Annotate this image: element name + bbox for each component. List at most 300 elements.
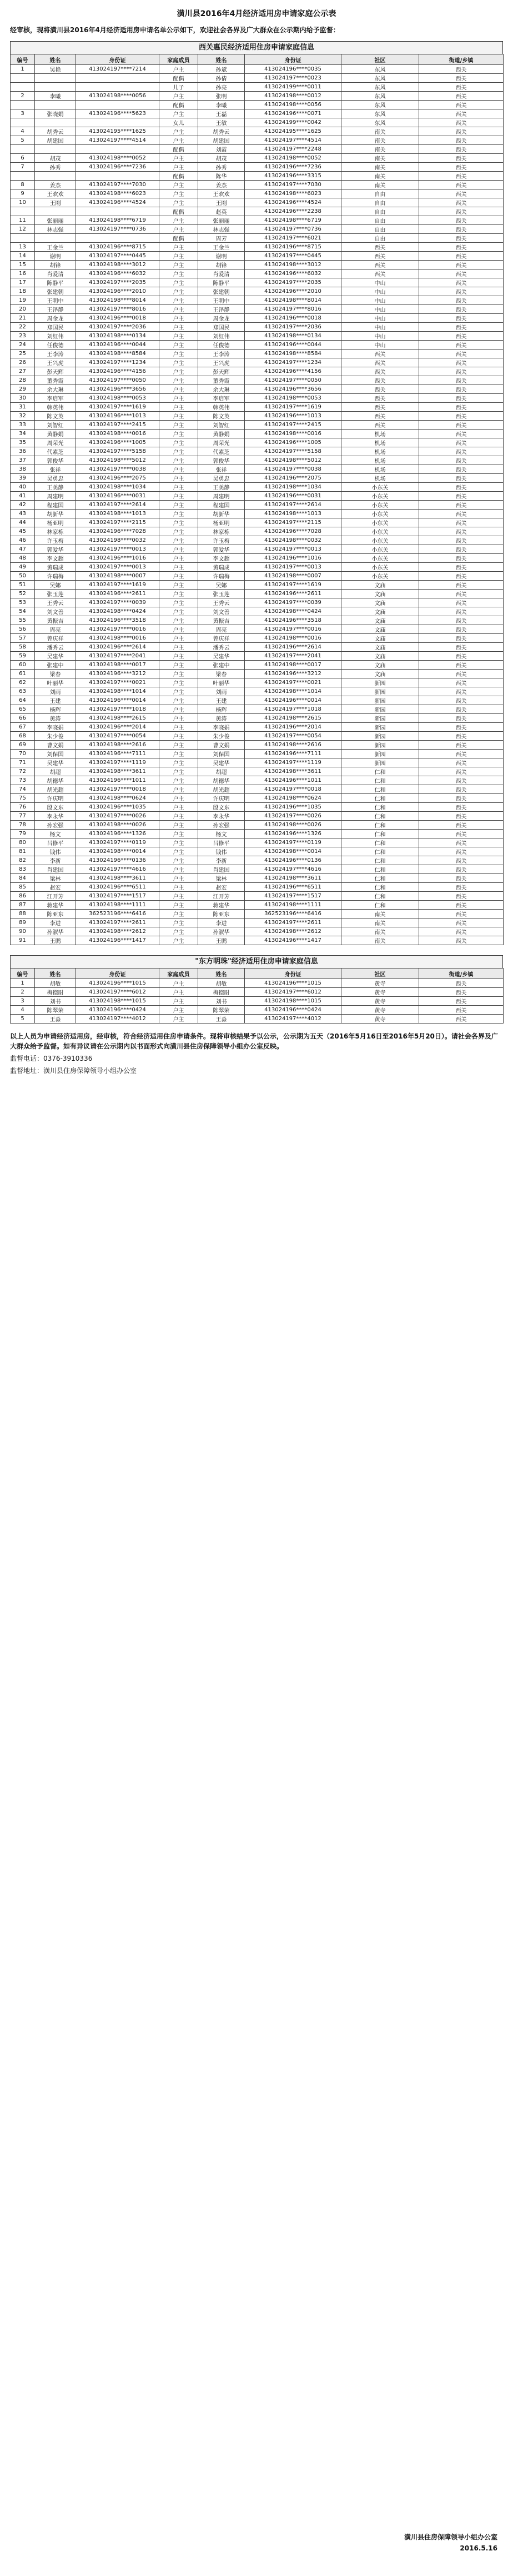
table-cell: 413024198****1015 [76,997,159,1006]
table-cell: 配偶 [159,172,198,181]
table-cell: 董秀霞 [198,376,245,385]
table-cell: 413024196****8715 [245,243,341,252]
table-cell: 西关 [419,492,504,501]
table-cell: 413024196****2075 [245,474,341,483]
table-row [11,350,504,358]
table-cell: 413024197****1234 [76,358,159,367]
table-cell: 88 [11,910,35,918]
table-cell: 413024197****0013 [76,545,159,554]
table-row [11,661,504,670]
table-cell: 孙斌 [198,65,245,74]
table-cell: 刘霞 [198,145,245,154]
table-cell: 曾庆祥 [198,634,245,643]
table-cell: 仁和 [341,847,419,856]
table-cell: 西关 [419,198,504,207]
table-cell: 33 [11,421,35,430]
table-cell: 南关 [341,154,419,163]
table-cell: 新园 [341,750,419,758]
table-cell: 户主 [159,456,198,465]
table-cell: 李文超 [35,554,76,563]
table-cell: 户主 [159,750,198,758]
table-cell: 西关 [419,483,504,492]
table-cell: 吴建华 [35,758,76,767]
table-cell: 413024196****2611 [245,590,341,598]
table-cell: 户主 [159,269,198,278]
table-cell: 户主 [159,341,198,350]
table-cell: 刘雨 [198,687,245,696]
table-cell: 57 [11,634,35,643]
table-cell: 29 [11,385,35,394]
table-cell: 413024198****0053 [245,394,341,403]
table-row [11,776,504,785]
table-cell: 胡敏 [198,979,245,988]
table-cell: 李永华 [198,812,245,821]
table-cell: 李启军 [198,394,245,403]
table-cell: 西关 [419,252,504,261]
table-cell: 户主 [159,847,198,856]
table-cell: 中山 [341,314,419,323]
sign-org: 潢川县住房保障领导小组办公室 [404,2533,497,2541]
table-cell: 413024196****3656 [245,385,341,394]
table-cell: 许玉梅 [198,536,245,545]
table-cell: 413024198****0032 [245,536,341,545]
table-cell: 75 [11,794,35,803]
table-row [11,590,504,598]
table-cell: 19 [11,296,35,305]
table-cell: 西关 [419,696,504,705]
table-row [11,634,504,643]
table-cell: 文庙 [341,661,419,670]
table-cell: 配偶 [159,234,198,243]
section1-header-row [11,54,504,65]
table-cell: 李永华 [35,812,76,821]
table-cell: 户主 [159,918,198,927]
table-cell: 胡茂 [198,154,245,163]
table-cell: 张丽丽 [198,216,245,225]
table-cell: 西关 [419,518,504,527]
table-cell: 程建国 [35,501,76,510]
table-cell: 413024197****2036 [245,323,341,332]
table-cell: 西关 [419,74,504,83]
table-cell: 413024197****0013 [245,563,341,572]
table-cell: 413024196****1013 [76,412,159,421]
table-cell: 户主 [159,838,198,847]
table-cell: 413024197****1619 [76,403,159,412]
table-cell: 413024198****0032 [76,536,159,545]
table-cell: 户主 [159,892,198,901]
table-cell: 王建 [35,696,76,705]
table-cell: 李曦 [198,101,245,109]
table-cell: 413024198****0056 [76,92,159,101]
table-cell: 413024196****1015 [76,979,159,988]
table-cell: 自由 [341,216,419,225]
table-cell: 机场 [341,474,419,483]
table-cell: 胡茂 [35,154,76,163]
table-cell: 413024196****4156 [76,367,159,376]
table-cell: 户主 [159,732,198,741]
table-cell: 413024198****0052 [245,154,341,163]
table-row [11,189,504,198]
table-cell: 59 [11,652,35,661]
supervision-phone [10,1054,503,1064]
table-row [11,234,504,243]
table-row [11,670,504,678]
table-cell: 黄涛 [35,714,76,723]
table-cell: 79 [11,830,35,838]
table-cell: 黄瑞成 [35,563,76,572]
table-cell: 文庙 [341,670,419,678]
table-cell: 413024198****5012 [245,456,341,465]
table-cell: 黄瑞成 [198,563,245,572]
table-cell: 413024196****7028 [76,527,159,536]
table-cell: 413024196****7111 [76,750,159,758]
table-cell: 张玉莲 [198,590,245,598]
table-cell: 413024198****6719 [76,216,159,225]
table-cell: 户主 [159,590,198,598]
column-header: 姓名 [35,969,76,979]
table-cell: 43 [11,510,35,518]
table-cell: 71 [11,758,35,767]
table-cell: 户主 [159,403,198,412]
table-row [11,927,504,936]
table-cell: 小东关 [341,527,419,536]
table-cell: 刘红伟 [35,332,76,341]
table-cell: 西关 [419,732,504,741]
table-cell: 黄静娟 [35,430,76,438]
table-cell: 413024196****0014 [76,696,159,705]
table-cell: 413024196****1417 [245,936,341,945]
table-cell: 自由 [341,189,419,198]
table-cell: 西关 [419,430,504,438]
table-cell: 仁和 [341,892,419,901]
table-cell: 西关 [419,65,504,74]
table-cell: 户主 [159,225,198,234]
table-cell: 代素芝 [198,447,245,456]
table-cell: 户主 [159,979,198,988]
table-cell: 西关 [419,296,504,305]
table-cell: 23 [11,332,35,341]
table-cell: 梅德尉 [35,988,76,997]
table-cell: 413024196****1016 [245,554,341,563]
column-header: 编号 [11,969,35,979]
table-cell: 中山 [341,332,419,341]
section1-body [11,65,504,945]
table-cell: 户主 [159,65,198,74]
table-cell: 户主 [159,367,198,376]
table-cell: 王秀云 [198,598,245,607]
table-cell: 胡光超 [35,785,76,794]
table-cell: 西关 [419,776,504,785]
table-cell: 小东关 [341,554,419,563]
table-cell: 2 [11,92,35,101]
table-cell: 413024196****2014 [245,723,341,732]
table-cell: 中山 [341,278,419,287]
table-cell: 户主 [159,483,198,492]
table-cell: 1 [11,65,35,74]
table-cell: 户主 [159,670,198,678]
table-cell: 仁和 [341,865,419,874]
table-cell: 王建 [198,696,245,705]
table-cell: 户主 [159,988,198,997]
table-cell: 户主 [159,510,198,518]
table-cell: 413024196****7028 [245,527,341,536]
table-cell: 67 [11,723,35,732]
table-cell: 413024196****0018 [245,314,341,323]
table-cell [76,83,159,92]
table-cell [76,172,159,181]
column-header: 身份证 [245,54,341,65]
table-cell: 周金龙 [35,314,76,323]
table-cell: 8 [11,181,35,189]
table-cell: 户主 [159,332,198,341]
table-cell: 413024197****0026 [245,812,341,821]
table-cell: 王美静 [198,483,245,492]
table-cell: 自由 [341,198,419,207]
table-row [11,821,504,830]
table-row [11,385,504,394]
table-cell: 413024197****2035 [76,278,159,287]
table-row [11,527,504,536]
column-header: 姓名 [198,54,245,65]
table-cell: 413024198****0016 [76,430,159,438]
table-cell: 文庙 [341,634,419,643]
table-cell: 李进 [35,918,76,927]
table-cell: 22 [11,323,35,332]
table-cell: 郭俊华 [35,456,76,465]
table-cell: 新园 [341,714,419,723]
table-cell: 413024195****1625 [76,127,159,136]
table-cell: 配偶 [159,145,198,154]
table-cell: 413024197****2611 [76,918,159,927]
table-cell: 413024197****0016 [245,625,341,634]
table-cell: 413024197****6012 [245,988,341,997]
table-cell: 户主 [159,421,198,430]
column-header: 街道/乡镇 [419,54,504,65]
table-row [11,910,504,918]
table-cell: 李进 [198,918,245,927]
table-cell: 刘智红 [198,421,245,430]
table-cell: 西关 [419,812,504,821]
table-row [11,181,504,189]
table-cell: 413024197****1119 [76,758,159,767]
table-cell: 户主 [159,438,198,447]
table-cell: 王李涛 [198,350,245,358]
table-cell: 曹文娟 [35,741,76,750]
table-row [11,412,504,421]
table-cell: 413024198****0624 [76,794,159,803]
table-row [11,207,504,216]
table-cell: 西关 [341,421,419,430]
table-cell: 南关 [341,181,419,189]
table-cell: 南关 [341,136,419,145]
table-cell: 77 [11,812,35,821]
table-cell: 西关 [341,412,419,421]
table-cell: 413024197****0013 [245,545,341,554]
table-cell: 西关 [341,385,419,394]
table-cell: 413024197****7030 [76,181,159,189]
table-row [11,501,504,510]
table-cell: 张丽丽 [35,216,76,225]
table-cell: 413024196****3518 [76,616,159,625]
table-cell: 王淼 [198,1015,245,1024]
table-cell: 86 [11,892,35,901]
table-row [11,278,504,287]
table-cell: 413024198****1014 [245,687,341,696]
table-cell: 62 [11,678,35,687]
table-cell: 413024197****1619 [76,581,159,590]
table-cell [35,172,76,181]
table-cell: 孙宏强 [35,821,76,830]
table-cell: 郭爱华 [35,545,76,554]
table-cell: 西关 [419,687,504,696]
table-cell: 362523196****6416 [245,910,341,918]
column-header: 姓名 [35,54,76,65]
table-cell: 孙宏强 [198,821,245,830]
table-cell: 413024196****1326 [76,830,159,838]
table-row [11,847,504,856]
column-header: 身份证 [76,54,159,65]
table-cell: 西关 [341,358,419,367]
table-cell: 413024196****2014 [76,723,159,732]
table-cell [35,101,76,109]
table-cell: 1 [11,979,35,988]
table-cell: 西关 [341,350,419,358]
table-cell: 西关 [419,323,504,332]
table-row [11,216,504,225]
table-cell [35,83,76,92]
table-cell: 413024197****0119 [245,838,341,847]
section2-header-row [11,969,504,979]
table-cell: 张建中 [198,661,245,670]
table-cell: 5 [11,1015,35,1024]
table-cell: 仁和 [341,874,419,883]
column-header: 社区 [341,969,419,979]
table-cell: 413024198****0007 [76,572,159,581]
table-cell: 西关 [341,394,419,403]
section1-title: 西关惠民经济适用住房申请家庭信息 [10,41,503,54]
table-row [11,358,504,367]
table-cell: 413024198****2615 [76,714,159,723]
table-cell: 西关 [419,705,504,714]
table-cell: 413024196****8715 [76,243,159,252]
table-cell: 户主 [159,812,198,821]
table-cell: 14 [11,252,35,261]
table-cell: 户主 [159,536,198,545]
table-row [11,118,504,127]
table-cell: 王鹏 [198,936,245,945]
table-cell: 西关 [419,1006,504,1015]
table-cell: 户主 [159,634,198,643]
table-cell: 413024198****2612 [245,927,341,936]
table-cell: 胡新华 [35,510,76,518]
table-cell: 西关 [341,261,419,269]
table-cell: 东风 [341,109,419,118]
table-cell: 户主 [159,830,198,838]
table-cell: 谢明 [198,252,245,261]
table-cell: 周亮 [198,625,245,634]
table-cell: 西关 [419,181,504,189]
table-cell: 413024196****0014 [245,696,341,705]
column-header: 姓名 [198,969,245,979]
table-cell: 户主 [159,430,198,438]
table-cell: 户主 [159,394,198,403]
table-cell: 小东关 [341,536,419,545]
table-cell: 413024197****4616 [245,865,341,874]
table-cell: 户主 [159,581,198,590]
table-cell: 儿子 [159,83,198,92]
table-cell: 2 [11,988,35,997]
table-cell: 413024198****0026 [76,821,159,830]
table-cell: 许庆明 [198,794,245,803]
table-cell: 西关 [419,243,504,252]
table-cell: 413024197****0050 [76,376,159,385]
table-cell: 47 [11,545,35,554]
table-cell: 西关 [419,572,504,581]
table-cell: 413024197****0445 [245,252,341,261]
table-cell: 户主 [159,616,198,625]
phone-label: 监督电话： [10,1055,44,1062]
table-cell: 户主 [159,527,198,536]
table-cell: 吴娜 [35,581,76,590]
table-cell: 5 [11,136,35,145]
table-cell: 413024197****0039 [245,598,341,607]
table-cell: 西关 [419,189,504,198]
table-cell: 413024198****0012 [245,92,341,101]
table-cell: 17 [11,278,35,287]
table-cell: 413024197****2041 [76,652,159,661]
column-header: 编号 [11,54,35,65]
table-cell: 44 [11,518,35,527]
table-cell: 王兴虎 [35,358,76,367]
table-row [11,65,504,74]
table-cell: 户主 [159,474,198,483]
table-cell: 413024197****1619 [245,403,341,412]
table-cell: 户主 [159,216,198,225]
table-cell: 413024197****2035 [245,278,341,287]
table-cell: 中山 [341,296,419,305]
table-cell: 户主 [159,447,198,456]
table-row [11,758,504,767]
table-cell: 户主 [159,252,198,261]
table-cell: 文庙 [341,607,419,616]
table-cell: 413024196****6032 [245,269,341,278]
table-cell: 3 [11,109,35,118]
table-cell: 户主 [159,358,198,367]
table-row [11,225,504,234]
table-cell: 配偶 [159,207,198,216]
table-cell: 413024197****0021 [245,678,341,687]
table-cell: 文庙 [341,625,419,634]
table-cell [35,207,76,216]
table-cell: 西关 [419,332,504,341]
table-cell: 户主 [159,163,198,172]
table-cell: 西关 [419,554,504,563]
table-row [11,109,504,118]
table-cell: 413024198****1015 [245,997,341,1006]
table-cell: 西关 [419,607,504,616]
table-cell: 户主 [159,465,198,474]
table-cell: 韩英伟 [198,403,245,412]
table-cell: 小东关 [341,572,419,581]
table-cell: 潘秀云 [35,643,76,652]
table-cell: 西关 [419,261,504,269]
table-cell: 户主 [159,261,198,269]
table-cell: 任俊德 [198,341,245,350]
table-cell: 413024196****7111 [245,750,341,758]
table-cell: 户主 [159,883,198,892]
table-cell: 76 [11,803,35,812]
table-row [11,803,504,812]
